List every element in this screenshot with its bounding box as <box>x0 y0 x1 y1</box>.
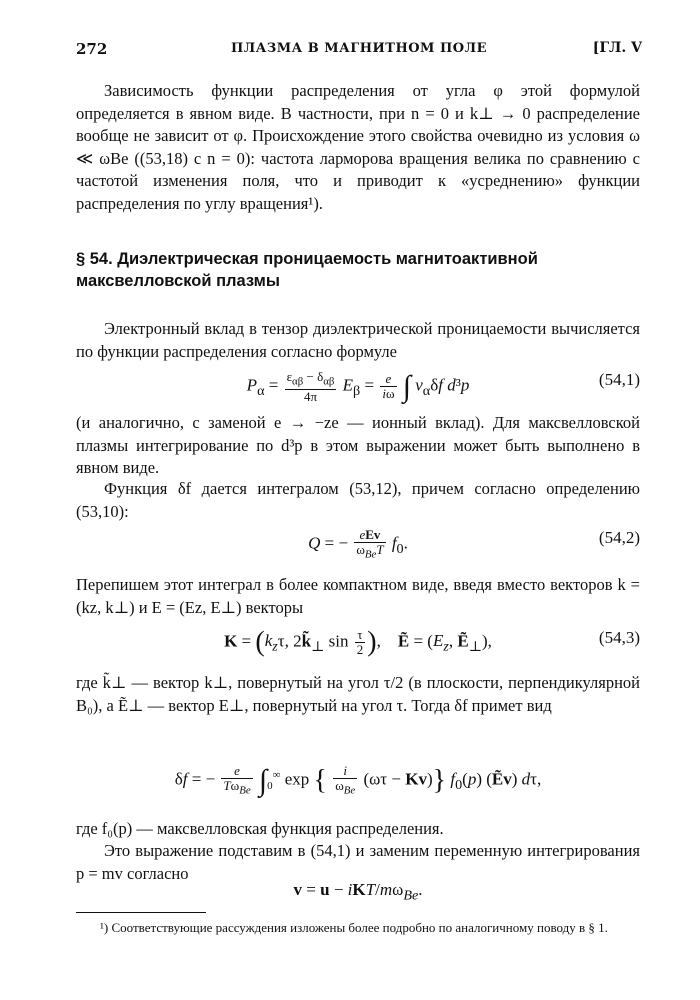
equation-54-3-expression: $K = (k_z\tau$, $2k̃_\perp$ sin $\frac{\tau}{2}$ ), Ẽ = ($E_z$, Ẽ$_\perp$), <box>224 626 492 658</box>
page-number: 272 <box>76 40 108 58</box>
equation-velocity <box>76 878 640 906</box>
chapter-label: [ГЛ. V <box>592 40 642 56</box>
equation-delta-f <box>76 748 640 804</box>
equation-delta-f-expression: δf = − $\frac{e}{T\omega_{Be}}$ $\int_0^\infty$ exp { $\frac{i}{\omega_{Be}}$ (ωτ − Kv)} $f_0(p)$ (Ẽv) dτ, <box>174 763 542 797</box>
equation-54-1-number: (54,1) <box>598 370 640 389</box>
running-title: ПЛАЗМА В МАГНИТНОМ ПОЛЕ <box>231 41 487 56</box>
footnote: ¹) Соответствующие рассуждения изложены более подробно по аналогичному поводу в § 1. <box>100 920 608 935</box>
equation-54-2-expression: Q = − $\frac{\text{eEv}}{\omega_{Be}T}$ $f_0$. <box>308 527 408 561</box>
equation-54-3 <box>76 620 640 664</box>
section-title: § 54. Диэлектрическая проницаемость магнитоактивной максвелловской плазмы <box>76 250 538 290</box>
paragraph-3: (и аналогично, с заменой e → −ze — ионный вклад). Для максвелловской плазмы интегрирование по d³p в этом выражении может быть выполнено в явном виде. <box>76 413 640 478</box>
paragraph-8: Это выражение подставим в (54,1) и заменим переменную интегрирования p = mv согласно <box>76 841 640 883</box>
equation-54-1 <box>76 362 640 406</box>
paragraph-6: где k̃⊥ — вектор k⊥, повернутый на угол τ/2 (в плоскости, перпендикулярной B₀), а Ẽ⊥ — вектор E⊥, повернутый на угол τ. Тогда δf примет вид <box>76 673 640 715</box>
paragraph-5: Перепишем этот интеграл в более компактном виде, введя вместо векторов k = (kz, k⊥) и E = (Ez, E⊥) векторы <box>76 575 640 617</box>
equation-54-2-number: (54,2) <box>598 528 640 547</box>
paragraph-7: где f₀(p) — максвелловская функция распределения. <box>76 819 444 838</box>
footnote-divider <box>76 912 206 913</box>
equation-54-2 <box>76 520 640 564</box>
paragraph-4: Функция δf дается интегралом (53,12), причем согласно определению (53,10): <box>76 479 640 521</box>
running-header <box>76 40 642 66</box>
paragraph-1: Зависимость функции распределения от угла φ этой формулой определяется в явном виде. В частности, при n = 0 и k⊥ → 0 распределение вообще не зависит от φ. Происхождение этого свойства очевидно из условия ω ≪ ωBe ((53,18) с n = 0): частота ларморова вращения велика по сравнению с частотой изменения поля, что и приводит к «усреднению» функции распределения по углу вращения¹). <box>76 81 640 213</box>
paragraph-2: Электронный вклад в тензор диэлектрической проницаемости вычисляется по функции распределения согласно формуле <box>76 319 640 361</box>
equation-velocity-expression: v = u − iKT/$m\omega_{Be}$. <box>293 880 423 904</box>
equation-54-3-number: (54,3) <box>598 628 640 647</box>
equation-54-1-expression: $P_\alpha$ = $\frac{\varepsilon_{\alpha\beta} - \delta_{\alpha\beta}}{4\pi}$ $E_\beta$ = $\frac{e}{i\omega}$ ∫ $v_\alpha\delta f$ d³p <box>246 369 470 404</box>
